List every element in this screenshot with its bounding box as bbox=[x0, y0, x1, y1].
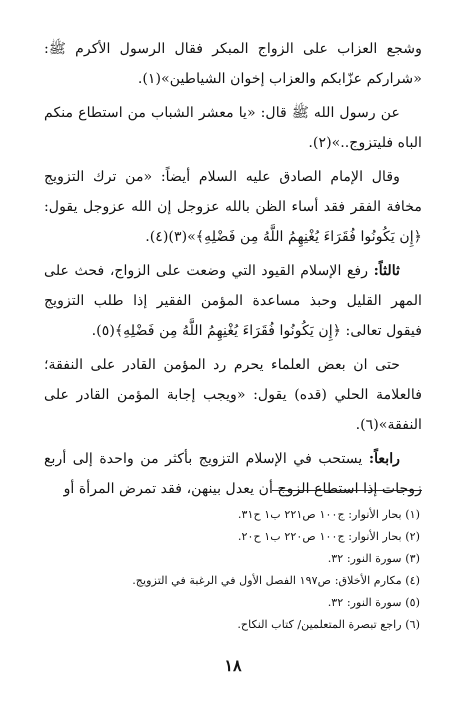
paragraph-1: وشجع العزاب على الزواج المبكر فقال الرسول الأكرم ﷺ: «شراركم عزّابكم والعزاب إخوان الشياطين»(١). bbox=[44, 41, 422, 87]
footnote-item: (٣) سورة النور: ٣٢. bbox=[327, 552, 420, 565]
footnote-item: (٥) سورة النور: ٣٢. bbox=[327, 596, 420, 609]
footnote-item: (٢) بحار الأنوار: ج١٠٠ ص٢٢٠ ب١ ح٢٠. bbox=[237, 530, 420, 543]
footnotes bbox=[44, 504, 420, 636]
label-third: ثالثاً: bbox=[373, 263, 400, 279]
paragraph-4-text: رفع الإسلام القيود التي وضعت على الزواج، فحث على المهر القليل وحبذ مساعدة المؤمن الفقير إذا طلب التزويج فيقول تعالى: ﴿إِن يَكُونُوا فُقَرَاءَ يُغْنِهِمُ اللَّهُ مِن فَضْلِهِ﴾(٥). bbox=[44, 263, 422, 339]
paragraph-2: عن رسول الله ﷺ قال: «يا معشر الشباب من استطاع منكم الباه فليتزوج..»(٢). bbox=[44, 105, 422, 151]
footnote-item: (٤) مكارم الأخلاق: ص١٩٧ الفصل الأول في الرغبة في التزويج. bbox=[132, 574, 420, 587]
footnote-item: (٦) راجع تبصرة المتعلمين/ كتاب النكاح. bbox=[237, 618, 420, 631]
paragraph-6 bbox=[44, 444, 422, 504]
paragraph-3: وقال الإمام الصادق عليه السلام أيضاً: «من ترك التزويج مخافة الفقر فقد أساء الظن بالله عزوجل إن الله عزوجل يقول: ﴿إِن يَكُونُوا فُقَرَاءَ يُغْنِهِمُ اللَّهُ مِن فَضْلِهِ﴾»(٣)(٤). bbox=[44, 169, 422, 245]
page-number: ١٨ bbox=[224, 656, 242, 675]
paragraph-5: حتى ان بعض العلماء يحرم رد المؤمن القادر على النفقة؛ فالعلامة الحلي (قده) يقول: «ويجب إجابة المؤمن القادر على النفقة»(٦). bbox=[44, 357, 422, 433]
main-text bbox=[44, 34, 422, 504]
footnote-divider bbox=[272, 490, 422, 491]
label-fourth: رابعاً: bbox=[368, 451, 400, 467]
paragraph-4 bbox=[44, 256, 422, 346]
paragraph-6-text: يستحب في الإسلام التزويج بأكثر من واحدة إلى أربع زوجات إذا استطاع الزوج أن يعدل بينهن، فقد تمرض المرأة أو bbox=[44, 451, 422, 497]
footnote-item: (١) بحار الأنوار: ج١٠٠ ص٢٢١ ب١ ح٣١. bbox=[237, 508, 420, 521]
